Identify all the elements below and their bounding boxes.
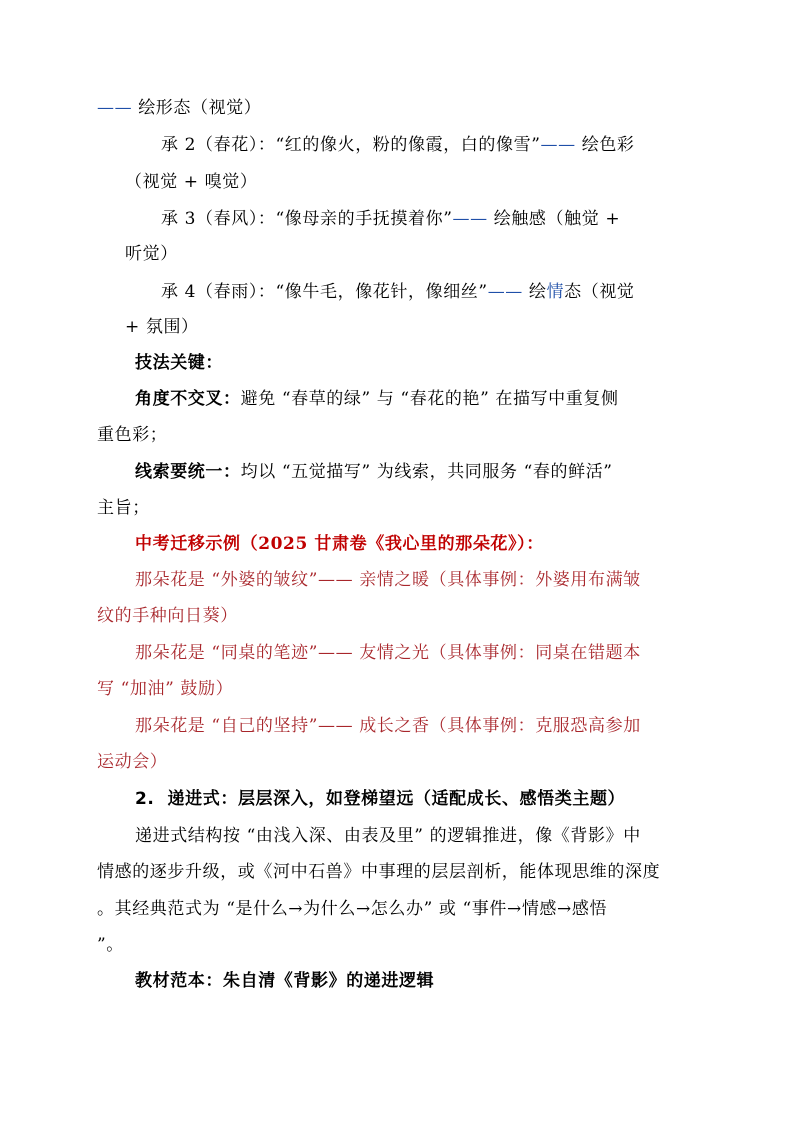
text-segment: 绘触感（触觉 +	[487, 209, 621, 229]
exam-item-1	[0, 569, 794, 591]
dash-connector: ——	[97, 98, 133, 118]
exam-item-text: 友情之光（具体事例：同桌在错题本	[353, 643, 641, 663]
exam-item-lead: 那朵花是 “同桌的笔迹”	[135, 643, 318, 663]
exam-item-3	[0, 715, 794, 737]
tech-clue-label: 线索要统一：	[135, 462, 241, 482]
section-number: 2.	[135, 789, 155, 809]
section-body-line: 。其经典范式为 “是什么→为什么→怎么办” 或 “事件→情感→感悟	[97, 899, 608, 919]
tech-clue-cont: 主旨；	[97, 498, 150, 518]
section-body-line: 情感的逐步升级，或《河中石兽》中事理的层层剖析，能体现思维的深度	[97, 862, 661, 882]
section-body-line: 递进式结构按 “由浅入深、由表及里” 的逻辑推进，像《背影》中	[135, 826, 641, 846]
line-spring-flower-cont: （视觉 + 嗅觉）	[125, 172, 258, 192]
section-title: 递进式：层层深入，如登梯望远（适配成长、感悟类主题）	[167, 789, 626, 809]
exam-item-lead: 那朵花是 “外婆的皱纹”	[135, 570, 318, 590]
line-spring-rain	[0, 281, 794, 303]
text-segment: 绘色彩	[575, 135, 635, 155]
tech-angle-text: 避免 “春草的绿” 与 “春花的艳” 在描写中重复侧	[240, 389, 619, 409]
tech-angle	[0, 388, 794, 410]
exam-item-1-cont: 纹的手种向日葵）	[97, 606, 238, 626]
exam-item-text: 成长之香（具体事例：克服恐高参加	[353, 716, 641, 736]
section-heading	[0, 788, 794, 810]
dash-connector: ——	[318, 643, 354, 663]
dash-connector: ——	[318, 570, 354, 590]
text-segment: 承 3（春风）：“像母亲的手抚摸着你”	[161, 209, 453, 229]
line-spring-wind-cont: 听觉）	[125, 244, 178, 264]
dash-connector: ——	[540, 135, 576, 155]
exam-heading: 中考迁移示例（2025 甘肃卷《我心里的那朵花》）：	[135, 534, 544, 554]
text-segment: 绘	[522, 282, 547, 302]
line-spring-wind	[0, 208, 794, 230]
textbook-example-heading: 教材范本：朱自清《背影》的递进逻辑	[135, 971, 435, 991]
line-spring-rain-cont: + 氛围）	[125, 317, 199, 337]
exam-item-2	[0, 642, 794, 664]
exam-item-text: 亲情之暖（具体事例：外婆用布满皱	[353, 570, 641, 590]
tech-heading: 技法关键：	[135, 353, 223, 373]
line-spring-flower	[0, 134, 794, 156]
exam-item-lead: 那朵花是 “自己的坚持”	[135, 716, 318, 736]
section-body-line: ”。	[97, 935, 124, 955]
dash-connector: ——	[318, 716, 354, 736]
tech-clue	[0, 461, 794, 483]
dash-connector: ——	[487, 282, 523, 302]
tech-angle-cont: 重色彩；	[97, 425, 168, 445]
tech-angle-label: 角度不交叉：	[135, 389, 241, 409]
text-segment: 承 4（春雨）：“像牛毛，像花针，像细丝”	[161, 282, 488, 302]
line-form	[0, 97, 794, 119]
text-segment: 情	[546, 282, 565, 302]
text-segment: 绘形态（视觉）	[132, 98, 262, 118]
text-segment: 承 2（春花）：“红的像火，粉的像霞，白的像雪”	[161, 135, 541, 155]
exam-item-2-cont: 写 “加油” 鼓励）	[97, 679, 234, 699]
tech-clue-text: 均以 “五觉描写” 为线索，共同服务 “春的鲜活”	[240, 462, 613, 482]
exam-item-3-cont: 运动会）	[97, 752, 168, 772]
text-segment: 态（视觉	[564, 282, 635, 302]
dash-connector: ——	[452, 209, 488, 229]
